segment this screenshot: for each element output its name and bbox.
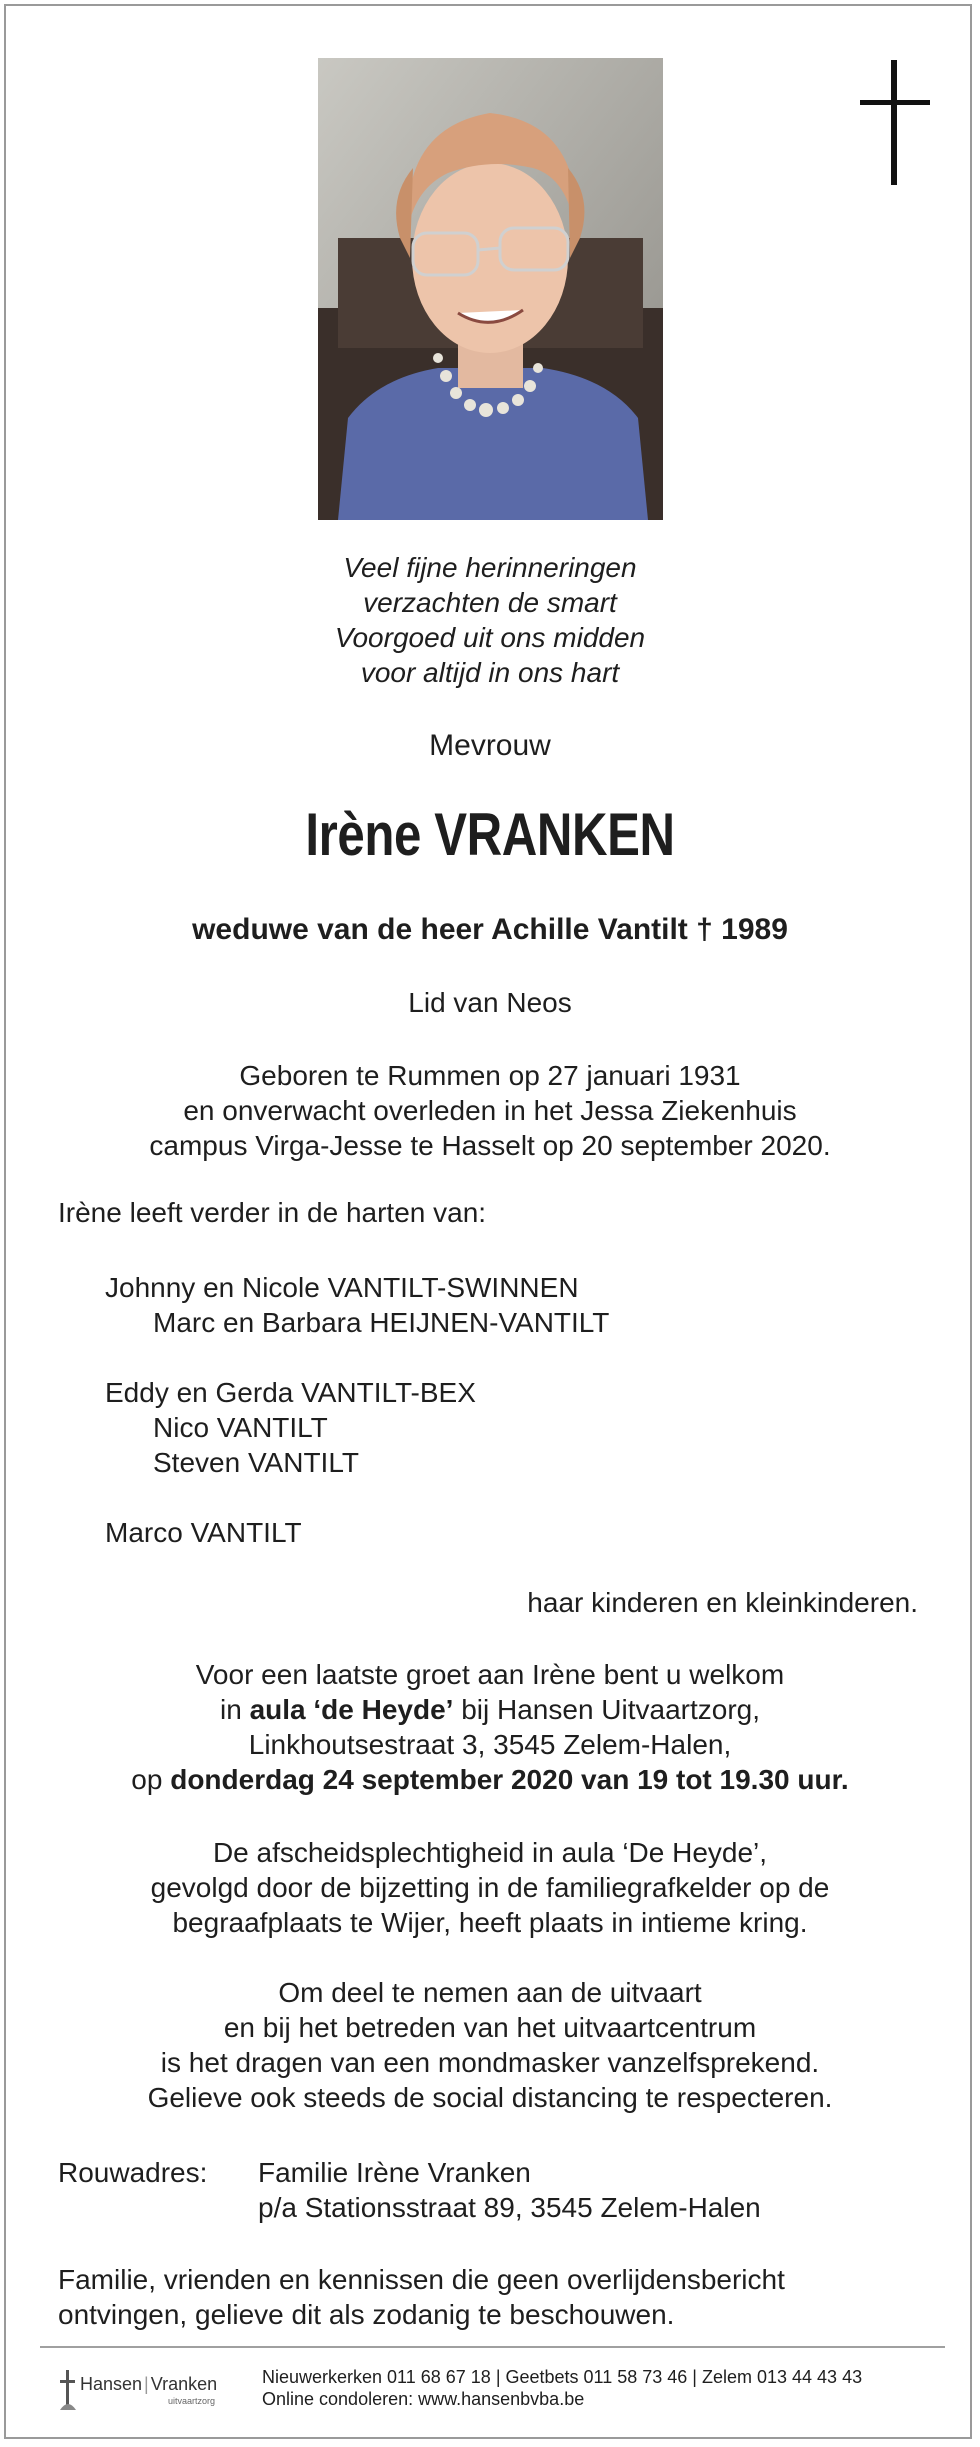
birth-death-line: campus Virga-Jesse te Hasselt op 20 september 2020. — [149, 1130, 831, 1161]
portrait-photo — [318, 58, 663, 520]
family-member: Johnny en Nicole VANTILT-SWINNEN — [105, 1272, 579, 1303]
closing-line: ontvingen, gelieve dit als zodanig te beschouwen. — [58, 2299, 675, 2330]
family-member: Steven VANTILT — [153, 1447, 359, 1478]
covid-line: Om deel te nemen aan de uitvaart — [278, 1977, 702, 2008]
ceremony-line: De afscheidsplechtigheid in aula ‘De Heyde’, — [212, 1837, 768, 1868]
family-member: Eddy en Gerda VANTILT-BEX — [105, 1377, 476, 1408]
family-intro: Irène leeft verder in de harten van: — [58, 1197, 487, 1228]
poem-line: Voorgoed uit ons midden — [334, 622, 646, 653]
logo-text-left: Hansen — [80, 2374, 143, 2394]
spouse-line: weduwe van de heer Achille Vantilt † 1989 — [192, 913, 788, 946]
membership: Lid van Neos — [408, 987, 572, 1018]
birth-death-line: en onverwacht overleden in het Jessa Ziekenhuis — [183, 1095, 797, 1126]
family-member: Nico VANTILT — [153, 1412, 328, 1443]
poem-line: verzachten de smart — [363, 587, 617, 618]
logo-subtitle: uitvaartzorg — [168, 2396, 216, 2406]
footer-condolences: Online condoleren: www.hansenbvba.be — [262, 2389, 585, 2409]
poem-line: voor altijd in ons hart — [360, 657, 620, 688]
deceased-name: Irène VRANKEN — [305, 801, 675, 868]
funeral-home-logo — [60, 2360, 240, 2420]
visitation-line: op donderdag 24 september 2020 van 19 tot 19.30 uur. — [131, 1764, 849, 1795]
visitation-date: donderdag 24 september 2020 van 19 tot 19.30 uur. — [170, 1764, 849, 1795]
covid-line: en bij het betreden van het uitvaartcentrum — [223, 2012, 757, 2043]
visitation-venue: aula ‘de Heyde’ — [249, 1694, 454, 1725]
family-member: Marc en Barbara HEIJNEN-VANTILT — [153, 1307, 610, 1338]
closing-line: Familie, vrienden en kennissen die geen overlijdensbericht — [58, 2264, 785, 2295]
cross-icon — [855, 60, 935, 190]
address-line: Familie Irène Vranken — [258, 2157, 531, 2188]
ceremony-line: begraafplaats te Wijer, heeft plaats in intieme kring. — [172, 1907, 808, 1938]
visitation-line: Linkhoutsestraat 3, 3545 Zelem-Halen, — [248, 1729, 732, 1760]
birth-death-line: Geboren te Rummen op 27 januari 1931 — [239, 1060, 741, 1091]
visitation-line: in aula ‘de Heyde’ bij Hansen Uitvaartzorg, — [219, 1694, 761, 1725]
family-member: Marco VANTILT — [105, 1517, 302, 1548]
salutation: Mevrouw — [429, 729, 551, 762]
logo-mark-icon — [60, 2370, 76, 2410]
covid-line: Gelieve ook steeds de social distancing te respecteren. — [147, 2082, 833, 2113]
covid-line: is het dragen van een mondmasker vanzelfsprekend. — [160, 2047, 820, 2078]
footer-phones: Nieuwerkerken 011 68 67 18 | Geetbets 011 58 73 46 | Zelem 013 44 43 43 — [262, 2367, 863, 2387]
footer-divider — [40, 2346, 945, 2348]
address-line: p/a Stationsstraat 89, 3545 Zelem-Halen — [258, 2192, 761, 2223]
ceremony-line: gevolgd door de bijzetting in de familiegrafkelder op de — [150, 1872, 830, 1903]
visitation-line: Voor een laatste groet aan Irène bent u welkom — [195, 1659, 785, 1690]
poem-line: Veel fijne herinneringen — [343, 552, 637, 583]
logo-text-right: Vranken — [150, 2374, 218, 2394]
family-closing: haar kinderen en kleinkinderen. — [527, 1587, 918, 1618]
logo-separator: | — [144, 2374, 149, 2394]
address-label: Rouwadres: — [58, 2157, 208, 2188]
